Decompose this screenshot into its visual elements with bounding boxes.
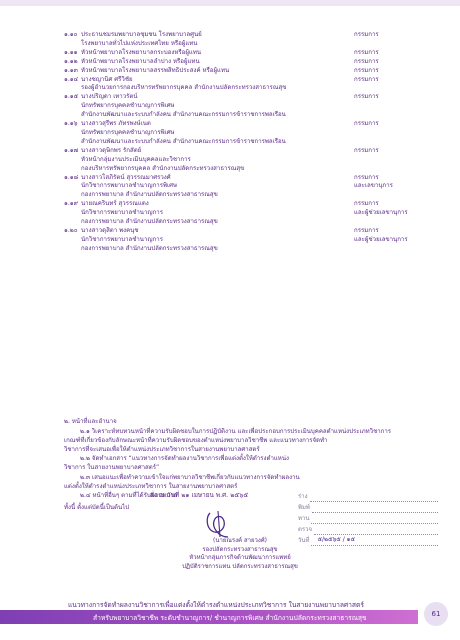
- checklist-row: [298, 513, 438, 524]
- member-role: กรรมการ: [354, 200, 379, 208]
- member-number: ๑.๑๐: [64, 31, 78, 38]
- top-band: [0, 0, 460, 6]
- member-name: นางสาวดุสิตา พงคนุช: [81, 226, 139, 234]
- member-number: ๑.๑๓: [64, 66, 78, 74]
- signatory-name: (นายณรงค์ สายวงศ์): [213, 537, 267, 544]
- member-role: กรรมการ: [354, 146, 379, 154]
- member-name: นางสาวโสภิรัตน์ สุวรรณมาศรวงศ์: [81, 173, 171, 181]
- member-name: นางปริญดา เทาวรัตน์: [81, 93, 138, 101]
- member-detail: นักวิชาการพยาบาลชำนาญการ: [81, 209, 163, 217]
- member-detail: กองการพยาบาล สำนักงานปลัดกระทรวงสาธารณสุข: [81, 218, 218, 226]
- signatory-title-1: รองปลัดกระทรวงสาธารณสุข: [202, 545, 278, 553]
- checklist-label: ร่าง: [298, 493, 308, 500]
- member-role: กรรมการ: [354, 226, 379, 234]
- checklist-label: ตรวจ: [298, 526, 313, 533]
- member-item: [64, 227, 412, 254]
- member-number: ๑.๑๔: [64, 75, 79, 83]
- duty-2-cont: วิชาการ ในสายงานพยาบาลศาสตร์”: [64, 464, 160, 472]
- checklist-label: วันที่: [298, 537, 310, 544]
- member-detail: รองผู้อำนวยการกองบริหารทรัพยากรบุคคล สำนักงานปลัดกระทรวงสาธารณสุข: [81, 84, 287, 92]
- member-role-secondary: และผู้ช่วยเลขานุการ: [354, 235, 408, 243]
- footer-band: [0, 610, 418, 624]
- member-role: กรรมการ: [354, 31, 379, 38]
- member-item: [64, 31, 412, 49]
- member-role: กรรมการ: [354, 57, 379, 65]
- member-item: [64, 93, 412, 120]
- member-role: กรรมการ: [354, 66, 379, 74]
- member-role: กรรมการ: [354, 48, 379, 56]
- checklist-row: [298, 535, 438, 546]
- member-detail: นักวิชาการพยาบาลชำนาญการ: [81, 235, 163, 243]
- member-detail: กองการพยาบาล สำนักงานปลัดกระทรวงสาธารณสุข: [81, 244, 218, 252]
- order-date: สั่ง ณ วันที่ ๒๑ เมษายน พ.ศ. ๒๕๖๕: [150, 491, 249, 499]
- checklist-row: [298, 491, 438, 502]
- checklist-dotted-line: [311, 537, 438, 546]
- member-detail: กองการพยาบาล สำนักงานปลัดกระทรวงสาธารณสุข: [81, 191, 218, 199]
- member-item: [64, 120, 412, 147]
- member-item: [64, 174, 412, 201]
- member-number: ๑.๑๘: [64, 173, 79, 181]
- member-name: นางสาวดุษิกพร รักสัตย์: [81, 146, 142, 154]
- member-number: ๑.๑๖: [64, 120, 78, 128]
- member-number: ๑.๑๗: [64, 146, 79, 154]
- review-checklist: [298, 491, 438, 546]
- duty-1: ๒.๑ วิเคราะห์ทบทวนหน้าที่ความรับผิดชอบในการปฏิบัติงาน และเพื่อประกอบการประเมินบุคคลตำแหน่งประเภทวิชาการ: [80, 428, 392, 436]
- member-name: ประธานชมรมพยาบาลชุมชน โรงพยาบาลศูนย์: [81, 31, 202, 38]
- member-name: หัวหน้าพยาบาลโรงพยาบาลสรรพสิทธิประสงค์ หรือผู้แทน: [81, 66, 230, 74]
- signatory-title-2: หัวหน้ากลุ่มภารกิจด้านพัฒนาการแพทย์: [189, 554, 291, 562]
- footer-title: แนวทางการจัดทำผลงานวิชาการเพื่อแต่งตั้งให้ดำรงตำแหน่งประเภทวิชาการ ในสายงานพยาบาลศาสตร์: [68, 601, 364, 609]
- committee-member-list: [64, 31, 412, 254]
- checklist-label: ทาน: [298, 515, 310, 522]
- duty-3-cont: แต่งตั้งให้ดำรงตำแหน่งประเภทวิชาการ ในสายงานพยาบาลศาสตร์: [64, 482, 238, 490]
- closing-line: ทั้งนี้ ตั้งแต่บัดนี้เป็นต้นไป: [64, 503, 130, 511]
- checklist-label: พิมพ์: [298, 504, 310, 511]
- checklist-dotted-line: [311, 515, 438, 524]
- member-detail: สำนักงานพัฒนาและระบบกำลังคน สำนักงานคณะกรรมการข้าราชการพลเรือน: [81, 137, 286, 145]
- member-name: หัวหน้าพยาบาลโรงพยาบาลลำปาง หรือผู้แทน: [81, 57, 200, 65]
- footer-subtitle: สำหรับพยาบาลวิชาชีพ ระดับชำนาญการ/ ชำนาญการพิเศษ สำนักงานปลัดกระทรวงสาธารณสุข: [93, 614, 367, 622]
- member-role-secondary: และเลขานุการ: [354, 182, 393, 190]
- duty-2: ๒.๒ จัดทำเอกสาร “แนวทางการจัดทำผลงานวิชาการเพื่อแต่งตั้งให้ดำรงตำแหน่ง: [80, 455, 289, 463]
- member-number: ๑.๒๐: [64, 226, 78, 234]
- member-role: กรรมการ: [354, 120, 379, 128]
- member-name: นางชญานิศ ศรีวิชัย: [81, 75, 133, 83]
- duty-1-cont2: วิชาการที่จะเสนอเพื่อให้ตำแหน่งประเภทวิชาการในสายงานพยาบาลศาสตร์: [64, 446, 260, 454]
- duty-1-cont: เกณฑ์ที่เกี่ยวข้องกับลักษณะหน้าที่ความรับผิดชอบของตำแหน่งพยาบาลวิชาชีพ และแนวทางการจัดทำ: [64, 437, 328, 445]
- member-detail: โรงพยาบาลทั่วไปแห่งประเทศไทย หรือผู้แทน: [81, 39, 198, 47]
- duty-4: ๒.๔ หน้าที่อื่นๆ ตามที่ได้รับมอบหมาย: [80, 491, 178, 499]
- member-item: [64, 67, 412, 76]
- member-number: ๑.๑๕: [64, 93, 79, 101]
- member-item: [64, 147, 412, 174]
- duty-3: ๒.๓ เสนอแนะเพื่อทำความเข้าใจแก่พยาบาลวิชาชีพเกี่ยวกับแนวทางการจัดทำผลงาน: [80, 473, 300, 481]
- member-item: [64, 49, 412, 58]
- member-name: นายณครินทร์ สุวรรณแดง: [81, 200, 149, 208]
- member-role-secondary: และผู้ช่วยเลขานุการ: [354, 209, 408, 217]
- member-role: กรรมการ: [354, 173, 379, 181]
- signatory-title-3: ปฏิบัติราชการแทน ปลัดกระทรวงสาธารณสุข: [182, 562, 298, 570]
- member-detail: สำนักงานพัฒนาและระบบกำลังคน สำนักงานคณะกรรมการข้าราชการพลเรือน: [81, 111, 286, 119]
- member-name: นางสาวสุรีพร ภัทรพงษ์เนต: [81, 120, 151, 128]
- member-detail: นักทรัพยากรบุคคลชำนาญการพิเศษ: [81, 102, 175, 110]
- member-detail: นักทรัพยากรบุคคลชำนาญการพิเศษ: [81, 128, 175, 136]
- member-number: ๑.๑๒: [64, 57, 78, 65]
- member-role: กรรมการ: [354, 93, 379, 101]
- member-item: [64, 76, 412, 94]
- checklist-dotted-line: [312, 504, 438, 513]
- member-number: ๑.๑๙: [64, 200, 79, 208]
- member-detail: นักวิชาการพยาบาลชำนาญการพิเศษ: [81, 182, 177, 190]
- member-detail: กองบริหารทรัพยากรบุคคล สำนักงานปลัดกระทรวงสาธารณสุข: [81, 164, 245, 172]
- member-role: กรรมการ: [354, 75, 379, 83]
- duties-heading: ๒. หน้าที่และอำนาจ: [64, 418, 117, 425]
- page-number: 61: [424, 602, 448, 626]
- footer: [0, 596, 460, 640]
- member-detail: หัวหน้ากลุ่มงานประเมินบุคคลและวิชาการ: [81, 155, 191, 163]
- checklist-dotted-line: [310, 493, 438, 502]
- member-item: [64, 200, 412, 227]
- member-name: หัวหน้าพยาบาลโรงพยาบาลกระบองหรือผู้แทน: [81, 48, 202, 56]
- checklist-row: [298, 502, 438, 513]
- checklist-value: ๕/๒๕๖๕ / ๑๕: [317, 536, 356, 543]
- member-number: ๑.๑๑: [64, 48, 78, 56]
- member-item: [64, 58, 412, 67]
